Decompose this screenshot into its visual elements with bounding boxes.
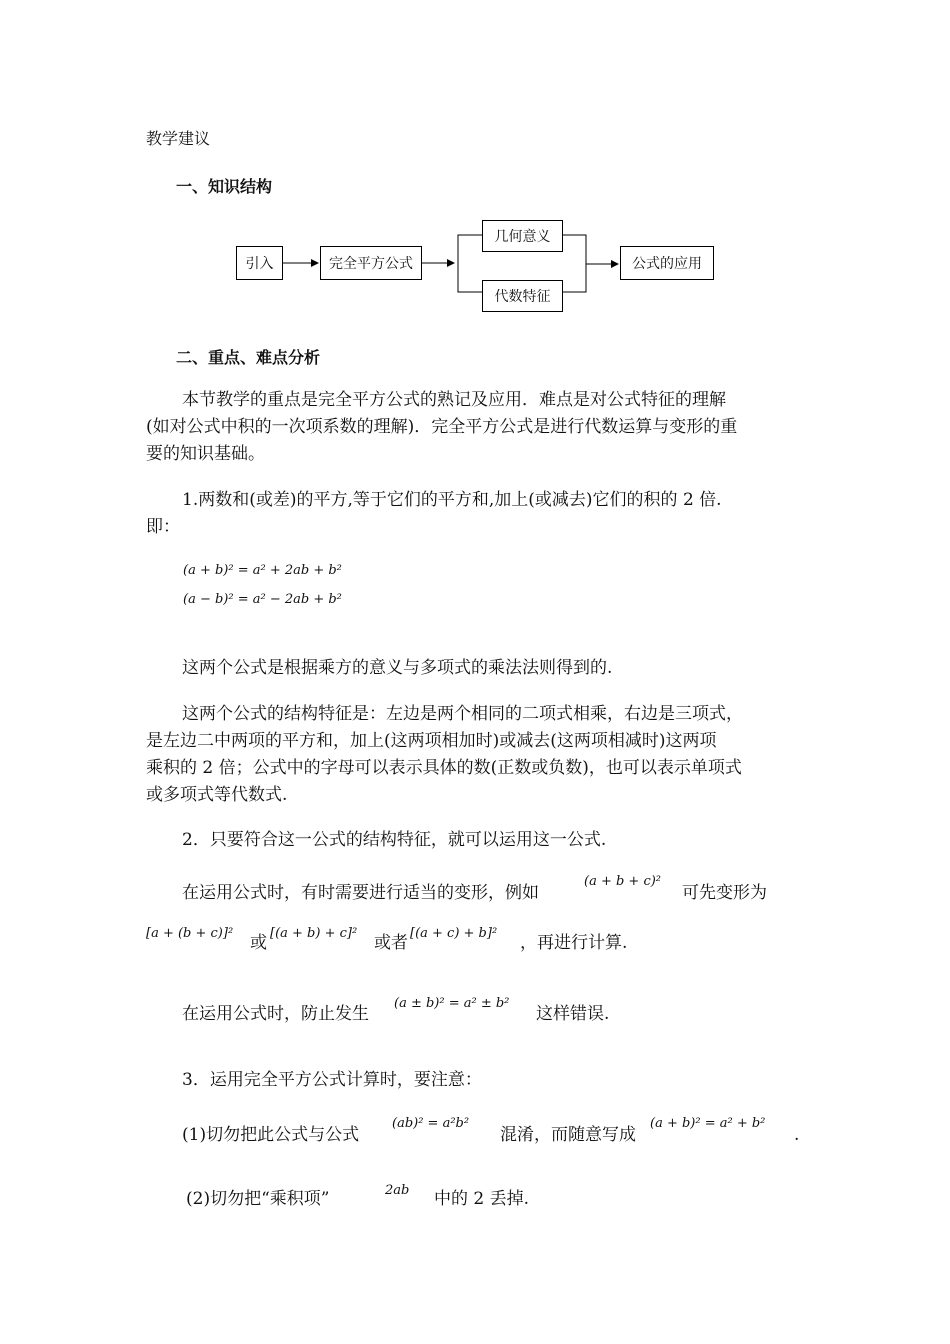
- diagram-box-formula: 完全平方公式: [320, 246, 422, 280]
- item1-line: 即：: [146, 517, 180, 537]
- item1-line: 1.两数和(或差)的平方,等于它们的平方和,加上(或减去)它们的积的 2 倍.: [182, 490, 722, 510]
- paragraph-line: (如对公式中积的一次项系数的理解)．完全平方公式是进行代数运算与变形的重: [146, 417, 738, 437]
- paragraph-line: 本节教学的重点是完全平方公式的熟记及应用．难点是对公式特征的理解: [182, 390, 726, 410]
- text: 可先变形为: [682, 883, 767, 903]
- text: 中的 2 丢掉.: [434, 1189, 530, 1209]
- math-expression: [(a + c) + b]²: [410, 926, 498, 941]
- section-heading-key-points: 二、重点、难点分析: [176, 348, 321, 367]
- formula-difference-square: (a − b)² = a² − 2ab + b²: [183, 592, 342, 607]
- diagram-box-geometric-meaning: 几何意义: [482, 220, 563, 252]
- text: ，再进行计算.: [520, 933, 628, 953]
- formula-sum-square: (a + b)² = a² + 2ab + b²: [183, 563, 342, 578]
- text: (1)切勿把此公式与公式: [182, 1125, 360, 1145]
- item2: 2．只要符合这一公式的结构特征，就可以运用这一公式.: [182, 830, 607, 850]
- text: 混淆，而随意写成: [500, 1125, 636, 1145]
- text: 在运用公式时，有时需要进行适当的变形，例如: [182, 883, 539, 903]
- section-heading-knowledge-structure: 一、知识结构: [176, 177, 273, 196]
- diagram-box-intro: 引入: [236, 246, 283, 280]
- text: (2)切勿把“乘积项”: [186, 1189, 330, 1209]
- math-expression: 2ab: [385, 1183, 410, 1198]
- item3: 3．运用完全平方公式计算时，要注意：: [182, 1070, 482, 1090]
- document-title: 教学建议: [146, 129, 211, 148]
- math-expression: (ab)² = a²b²: [392, 1116, 470, 1131]
- right-bracket: [562, 235, 586, 292]
- text: .: [794, 1125, 800, 1145]
- paragraph-line: 这两个公式的结构特征是：左边是两个相同的二项式相乘，右边是三项式，: [182, 704, 743, 724]
- paragraph-line: 是左边二中两项的平方和，加上(这两项相加时)或减去(这两项相减时)这两项: [146, 731, 717, 751]
- math-expression: (a ± b)² = a² ± b²: [394, 996, 510, 1011]
- math-expression: (a + b + c)²: [584, 874, 662, 889]
- text: 或: [250, 933, 267, 953]
- math-expression: [(a + b) + c]²: [270, 926, 358, 941]
- diagram-box-application: 公式的应用: [620, 246, 714, 280]
- math-expression: [a + (b + c)]²: [146, 926, 234, 941]
- diagram-box-algebraic-feature: 代数特征: [482, 280, 563, 312]
- paragraph-line: 或多项式等代数式.: [146, 785, 288, 805]
- paragraph-origin: 这两个公式是根据乘方的意义与多项式的乘法法则得到的.: [182, 658, 613, 678]
- paragraph-line: 要的知识基础。: [146, 444, 265, 464]
- paragraph-line: 乘积的 2 倍；公式中的字母可以表示具体的数(正数或负数)，也可以表示单项式: [146, 758, 742, 778]
- text: 或者: [374, 933, 408, 953]
- text: 在运用公式时，防止发生: [182, 1004, 369, 1024]
- left-bracket: [458, 235, 482, 292]
- math-expression: (a + b)² = a² + b²: [650, 1116, 766, 1131]
- text: 这样错误.: [536, 1004, 610, 1024]
